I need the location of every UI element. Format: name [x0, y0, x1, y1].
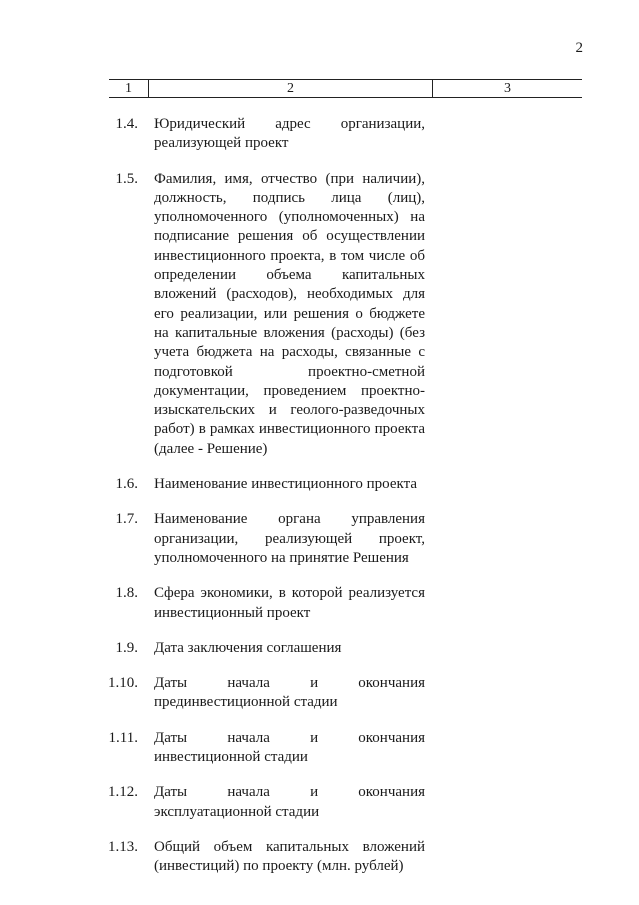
item-text: Наименование органа управления организации, реализующей проект, уполномоченного на принятие Решения [154, 511, 425, 566]
list-item-1-8 [0, 584, 639, 623]
item-text: Наименование инвестиционного проекта [154, 476, 418, 493]
item-number: 1.12. [108, 784, 138, 801]
item-number: 1.6. [115, 476, 138, 493]
item-number: 1.5. [115, 170, 138, 187]
item-number: 1.13. [108, 838, 138, 855]
list-item-1-6 [0, 475, 639, 494]
item-number: 1.7. [115, 511, 138, 528]
item-text: Общий объем капитальных вложений (инвестиций) по проекту (млн. рублей) [154, 838, 425, 875]
list-item-1-13 [0, 838, 639, 877]
list-item-1-9 [0, 639, 639, 658]
form-items-list [0, 115, 639, 893]
item-number: 1.11. [108, 729, 138, 746]
list-item-1-7 [0, 510, 639, 568]
column-header-1: 1 [109, 80, 149, 97]
column-header-2: 2 [149, 80, 433, 97]
list-item-1-11 [0, 729, 639, 768]
page-number: 2 [575, 40, 583, 56]
item-text: Даты начала и окончания инвестиционной стадии [154, 729, 425, 766]
item-number: 1.4. [115, 116, 138, 132]
list-item-1-4 [0, 115, 639, 154]
list-item-1-5 [0, 170, 639, 459]
column-header-3: 3 [504, 81, 511, 96]
item-number: 1.8. [115, 585, 138, 602]
item-text: Фамилия, имя, отчество (при наличии), должность, подпись лица (лиц), уполномоченного (уполномоченных) на подписание решения об осуществлении инвестиционного проекта, в том числе об определении объема капитальных вложений (расходов), необходимых для его реализации, или решения о бюджете на капитальные вложения (расходы) (без учета бюджета на расходы, связанные с подготовкой проектно-сметной документации, проведением проектно-изыскательских и геолого-разведочных работ) в рамках инвестиционного проекта (далее - Решение) [154, 170, 425, 457]
item-text: Даты начала и окончания прединвестиционной стадии [154, 675, 425, 711]
list-item-1-10 [0, 674, 639, 713]
item-text: Сфера экономики, в которой реализуется инвестиционный проект [154, 585, 425, 621]
item-number: 1.9. [115, 639, 138, 656]
list-item-1-12 [0, 783, 639, 822]
table-header-row [109, 79, 582, 98]
item-number: 1.10. [108, 675, 138, 692]
item-text: Даты начала и окончания эксплуатационной стадии [154, 784, 425, 820]
item-text: Юридический адрес организации, реализующей проект [154, 116, 425, 152]
item-text: Дата заключения соглашения [154, 639, 342, 656]
